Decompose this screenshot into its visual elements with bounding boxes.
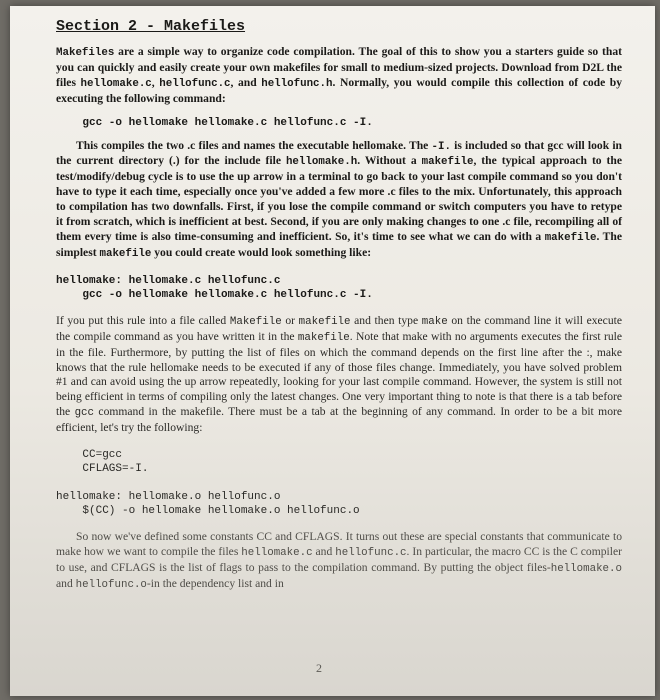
inline-code: makefile xyxy=(297,331,350,344)
page-content xyxy=(56,20,622,593)
text-run: . Without a xyxy=(357,154,422,168)
text-run: , xyxy=(151,75,160,89)
text-run: So now we've defined some constants CC and CFLAGS. It turns out these are special constants that communicate to make how we want to compile the files xyxy=(56,530,622,558)
text-run: This compiles the two .c files and names the executable hellomake. The xyxy=(76,138,432,152)
text-run: or xyxy=(281,313,299,327)
text-run: , and xyxy=(230,75,262,89)
text-run: , the typical approach to the test/modify/debug cycle is to use the up arrow in a terminal to go back to your last compile command so you don't have to type it each time, especially once you've added a few more .c files to the mix. Unfortunately, this approach to compilation has two downfalls. First, if you lose the compile command or switch computers you have to retype it from scratch, which is inefficient at best. Second, if you are only making changes to one .c file, recompiling all of them every time is also time-consuming and inefficient. So, it's time to see what we can do with a xyxy=(56,154,623,243)
makefile-variables: CC=gcc CFLAGS=-I. xyxy=(82,449,149,476)
text-run: . Normally, you would compile this collection of code by executing the following command: xyxy=(56,75,623,105)
section-title: Section 2 - Makefiles xyxy=(56,18,246,35)
text-run: . In particular, the macro CC is the C compiler to use, and CFLAGS is the list of flags to pass to the compilation command. By putting the object files- xyxy=(56,544,622,574)
inline-code: makefile xyxy=(99,247,152,260)
text-run: command in the makefile. There must be a tab at the beginning of any command. In order to be a bit more efficient, let's try the following: xyxy=(56,405,623,435)
text-run: are a simple way to organize code compilation. The goal of this to show you a starters guide so that you can quickly and easily create your own makefiles for small to medium-sized projects. Download from D2L the files xyxy=(56,44,622,89)
text-run: If you put this rule into a file called xyxy=(56,313,230,327)
text-run: . Note that make with no arguments executes the first rule in the file. Furthermore, by putting the list of files on which the command depends on the first line after the :, make knows that the rule hellomake needs to be executed if any of those files change. Immediately, you have solved problem #1 and can avoid using the up arrow repeatedly, looking for your last compile command. However, the system is still not being efficient in terms of compiling only the latest changes. One very important thing to note is that there is a tab before the xyxy=(56,329,622,419)
text-run: and xyxy=(56,576,76,590)
page-number: 2 xyxy=(316,661,322,675)
text-run: is included so that gcc will look in the current directory (.) for the include file xyxy=(56,138,622,168)
compile-command: gcc -o hellomake hellomake.c hellofunc.c -I. xyxy=(56,116,373,129)
text-run: and xyxy=(312,544,336,558)
inline-code: Makefile xyxy=(229,315,282,328)
makefile-rule-simple: hellomake: hellomake.c hellofunc.c gcc -o hellomake hellomake.c hellofunc.c -I. xyxy=(56,274,373,301)
inline-code: Makefiles xyxy=(56,46,115,59)
constants-explanation-paragraph xyxy=(56,530,622,593)
text-run: and then type xyxy=(350,313,422,327)
inline-code: gcc xyxy=(74,407,95,420)
inline-code: make xyxy=(421,315,448,328)
document-page xyxy=(10,6,655,696)
intro-paragraph xyxy=(56,45,622,107)
make-rule-explanation-paragraph xyxy=(56,314,622,436)
makefile-rule-objects: hellomake: hellomake.o hellofunc.o $(CC) -o hellomake hellomake.o hellofunc.o xyxy=(56,491,360,518)
inline-code: hellomake.c xyxy=(80,77,152,90)
inline-code: makefile xyxy=(544,231,597,244)
text-run: -in the dependency list and in xyxy=(146,576,284,590)
inline-code: -I. xyxy=(431,140,451,153)
inline-code: makefile xyxy=(421,156,474,169)
inline-code: hellomake.h xyxy=(285,156,358,169)
inline-code: hellofunc.c xyxy=(159,77,231,90)
inline-code: hellomake.c xyxy=(241,546,313,559)
inline-code: hellomake.o xyxy=(550,562,622,575)
inline-code: hellofunc.o xyxy=(75,578,147,591)
inline-code: hellofunc.c xyxy=(335,546,407,559)
text-run: . The simplest xyxy=(56,229,622,259)
text-run: on the command line it will execute the compile command as you have written it in the xyxy=(56,313,622,343)
text-run: you could create would look something like: xyxy=(151,245,372,259)
inline-code: hellofunc.h xyxy=(261,77,333,90)
inline-code: makefile xyxy=(298,315,351,328)
compile-explanation-paragraph xyxy=(56,139,622,262)
